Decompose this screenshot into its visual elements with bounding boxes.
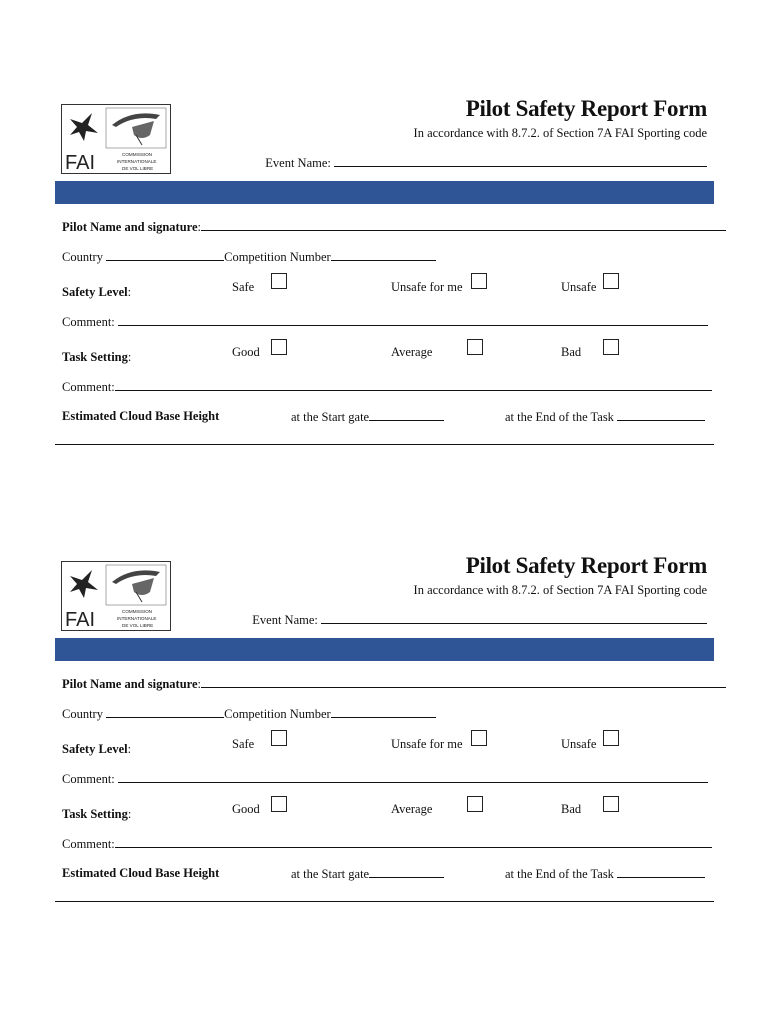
task-setting-label: Task Setting xyxy=(62,350,128,364)
form-bottom-rule xyxy=(55,901,714,902)
average-checkbox[interactable] xyxy=(467,339,483,355)
pilot-name-line[interactable] xyxy=(201,219,726,231)
country-line[interactable] xyxy=(106,706,224,718)
competition-number-label: Competition Number xyxy=(224,707,331,721)
safety-comment-field[interactable] xyxy=(62,314,708,330)
svg-text:DE VOL LIBRE: DE VOL LIBRE xyxy=(122,166,154,171)
pilot-name-field[interactable] xyxy=(62,219,726,235)
logo-letters: FAI xyxy=(65,609,96,630)
country-field[interactable] xyxy=(62,706,436,722)
safety-level-row xyxy=(62,285,131,300)
start-gate-field[interactable] xyxy=(291,409,444,425)
unsafe-checkbox[interactable] xyxy=(603,730,619,746)
event-name-field[interactable] xyxy=(265,155,707,171)
bad-checkbox[interactable] xyxy=(603,339,619,355)
pilot-name-colon: : xyxy=(197,220,202,234)
end-of-task-label: at the End of the Task xyxy=(505,867,614,881)
svg-text:COMMISSION: COMMISSION xyxy=(122,609,153,614)
safe-checkbox[interactable] xyxy=(271,730,287,746)
competition-number-line[interactable] xyxy=(331,249,436,261)
good-option-label: Good xyxy=(232,802,260,816)
safety-level-colon: : xyxy=(127,742,132,756)
form-title: Pilot Safety Report Form xyxy=(465,96,707,121)
fai-logo-graphic xyxy=(62,562,170,630)
safety-comment-line[interactable] xyxy=(118,314,708,326)
unsafe-for-me-option-label: Unsafe for me xyxy=(391,737,463,751)
report-form-1 xyxy=(0,96,770,464)
section-header-bar xyxy=(55,181,714,204)
pilot-name-line[interactable] xyxy=(201,676,726,688)
svg-text:COMMISSION: COMMISSION xyxy=(122,152,153,157)
unsafe-option-label: Unsafe xyxy=(561,737,597,751)
average-option-label: Average xyxy=(391,345,433,359)
end-of-task-label: at the End of the Task xyxy=(505,410,614,424)
average-option-label: Average xyxy=(391,802,433,816)
task-setting-label: Task Setting xyxy=(62,807,128,821)
unsafe-checkbox[interactable] xyxy=(603,273,619,289)
event-name-line[interactable] xyxy=(321,612,707,624)
unsafe-for-me-option-label: Unsafe for me xyxy=(391,280,463,294)
pilot-name-field[interactable] xyxy=(62,676,726,692)
safety-comment-label: Comment: xyxy=(62,772,115,786)
fai-logo xyxy=(61,104,171,174)
logo-letters: FAI xyxy=(65,152,96,173)
task-comment-label: Comment: xyxy=(62,837,115,851)
end-of-task-line[interactable] xyxy=(617,409,705,421)
event-name-label: Event Name: xyxy=(265,156,331,170)
report-form-2 xyxy=(0,553,770,921)
pilot-name-colon: : xyxy=(197,677,202,691)
svg-text:DE VOL LIBRE: DE VOL LIBRE xyxy=(122,623,154,628)
competition-number-line[interactable] xyxy=(331,706,436,718)
country-label: Country xyxy=(62,250,103,264)
bad-option-label: Bad xyxy=(561,345,582,359)
section-header-bar xyxy=(55,638,714,661)
fai-logo xyxy=(61,561,171,631)
safety-comment-label: Comment: xyxy=(62,315,115,329)
event-name-label: Event Name: xyxy=(252,613,318,627)
task-comment-line[interactable] xyxy=(115,379,712,391)
country-field[interactable] xyxy=(62,249,436,265)
task-setting-colon: : xyxy=(127,807,132,821)
task-comment-field[interactable] xyxy=(62,379,712,395)
good-checkbox[interactable] xyxy=(271,339,287,355)
task-comment-field[interactable] xyxy=(62,836,712,852)
start-gate-line[interactable] xyxy=(369,866,444,878)
form-subtitle: In accordance with 8.7.2. of Section 7A FAI Sporting code xyxy=(413,126,707,140)
form-bottom-rule xyxy=(55,444,714,445)
start-gate-label: at the Start gate xyxy=(291,410,370,424)
competition-number-label: Competition Number xyxy=(224,250,331,264)
event-name-line[interactable] xyxy=(334,155,707,167)
country-label: Country xyxy=(62,707,103,721)
event-name-field[interactable] xyxy=(252,612,707,628)
safety-level-label: Safety Level xyxy=(62,742,128,756)
svg-text:INTERNATIONALE: INTERNATIONALE xyxy=(117,616,157,621)
good-option-label: Good xyxy=(232,345,260,359)
average-checkbox[interactable] xyxy=(467,796,483,812)
form-subtitle: In accordance with 8.7.2. of Section 7A FAI Sporting code xyxy=(413,583,707,597)
unsafe-for-me-checkbox[interactable] xyxy=(471,273,487,289)
task-setting-row xyxy=(62,807,131,822)
task-setting-row xyxy=(62,350,131,365)
start-gate-field[interactable] xyxy=(291,866,444,882)
cloud-base-label: Estimated Cloud Base Height xyxy=(62,866,220,880)
safety-level-label: Safety Level xyxy=(62,285,128,299)
unsafe-for-me-checkbox[interactable] xyxy=(471,730,487,746)
svg-text:INTERNATIONALE: INTERNATIONALE xyxy=(117,159,157,164)
start-gate-label: at the Start gate xyxy=(291,867,370,881)
safe-option-label: Safe xyxy=(232,280,255,294)
cloud-base-label: Estimated Cloud Base Height xyxy=(62,409,220,423)
safety-comment-field[interactable] xyxy=(62,771,708,787)
form-title: Pilot Safety Report Form xyxy=(465,553,707,578)
safety-level-colon: : xyxy=(127,285,132,299)
safety-comment-line[interactable] xyxy=(118,771,708,783)
safe-checkbox[interactable] xyxy=(271,273,287,289)
pilot-name-label: Pilot Name and signature xyxy=(62,220,198,234)
safe-option-label: Safe xyxy=(232,737,255,751)
safety-level-row xyxy=(62,742,131,757)
unsafe-option-label: Unsafe xyxy=(561,280,597,294)
bad-option-label: Bad xyxy=(561,802,582,816)
end-of-task-field[interactable] xyxy=(505,866,705,882)
good-checkbox[interactable] xyxy=(271,796,287,812)
task-comment-line[interactable] xyxy=(115,836,712,848)
end-of-task-field[interactable] xyxy=(505,409,705,425)
country-line[interactable] xyxy=(106,249,224,261)
fai-logo-graphic xyxy=(62,105,170,173)
end-of-task-line[interactable] xyxy=(617,866,705,878)
start-gate-line[interactable] xyxy=(369,409,444,421)
bad-checkbox[interactable] xyxy=(603,796,619,812)
task-setting-colon: : xyxy=(127,350,132,364)
pilot-name-label: Pilot Name and signature xyxy=(62,677,198,691)
task-comment-label: Comment: xyxy=(62,380,115,394)
